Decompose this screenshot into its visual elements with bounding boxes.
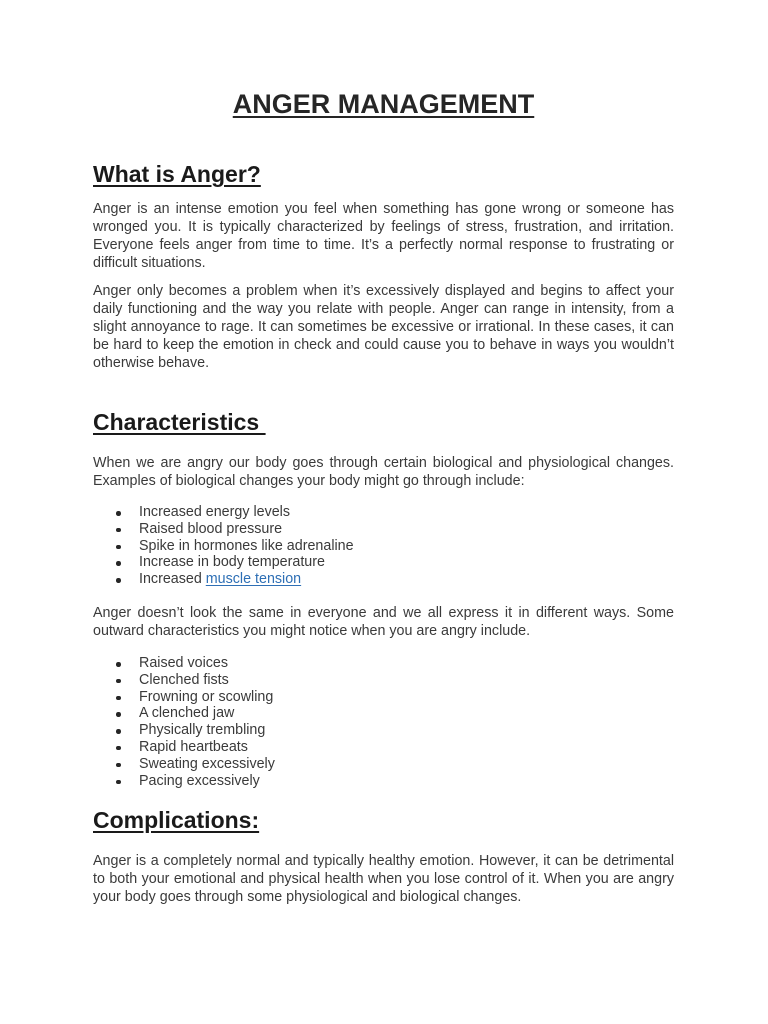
bullet-icon xyxy=(116,696,121,701)
paragraph-anger-problem: Anger only becomes a problem when it’s excessively displayed and begins to affect your daily functioning and the way you relate with people. Anger can range in intensity, from a slight annoyance to rage. It can sometimes be excessive or irrational. In these cases, it can be hard to keep the emotion in check and could cause you to behave in ways you wouldn’t otherwise behave. xyxy=(93,283,674,371)
bullet-icon xyxy=(116,729,121,734)
list-item: A clenched jaw xyxy=(93,705,674,722)
list-item: Physically trembling xyxy=(93,722,674,739)
paragraph-characteristics-intro: When we are angry our body goes through certain biological and physiological changes. Examples of biological changes your body might go through include: xyxy=(93,455,674,489)
paragraph-anger-definition: Anger is an intense emotion you feel when something has gone wrong or someone has wronged you. It is typically characterized by feelings of stress, frustration, and irritation. Everyone feels anger from time to time. It’s a perfectly normal response to frustrating or difficult situations. xyxy=(93,201,674,271)
paragraph-complications: Anger is a completely normal and typically healthy emotion. However, it can be detrimental to both your emotional and physical health when you lose control of it. When you are angry your body goes through some physiological and biological changes. xyxy=(93,853,674,905)
heading-what-is-anger: What is Anger? xyxy=(93,161,261,187)
bullet-icon xyxy=(116,679,121,684)
paragraph-outward-intro: Anger doesn’t look the same in everyone and we all express it in different ways. Some outward characteristics you might notice when you are angry include. xyxy=(93,605,674,639)
muscle-tension-link[interactable]: muscle tension xyxy=(205,571,302,588)
bullet-icon xyxy=(116,712,121,717)
bullet-icon xyxy=(116,545,121,550)
bullet-icon xyxy=(116,561,121,566)
list-item: Frowning or scowling xyxy=(93,689,674,706)
bullet-icon xyxy=(116,662,121,667)
list-item: Increase in body temperature xyxy=(93,554,674,571)
heading-complications: Complications: xyxy=(93,807,260,833)
bullet-icon xyxy=(116,528,121,533)
biological-changes-list xyxy=(93,504,674,588)
bullet-icon xyxy=(116,780,121,785)
list-item: Sweating excessively xyxy=(93,756,674,773)
bullet-icon xyxy=(116,763,121,768)
list-item: Raised voices xyxy=(93,655,674,672)
heading-characteristics: Characteristics xyxy=(93,409,266,435)
outward-signs-list xyxy=(93,655,674,789)
list-item: Spike in hormones like adrenaline xyxy=(93,538,674,555)
list-item: Increased energy levels xyxy=(93,504,674,521)
list-item: Pacing excessively xyxy=(93,773,674,790)
list-item: Clenched fists xyxy=(93,672,674,689)
document-title: ANGER MANAGEMENT xyxy=(232,89,535,119)
list-item: Increased muscle tension xyxy=(93,571,674,588)
bullet-icon xyxy=(116,746,121,751)
bullet-icon xyxy=(116,578,121,583)
list-item: Raised blood pressure xyxy=(93,521,674,538)
list-item: Rapid heartbeats xyxy=(93,739,674,756)
bullet-icon xyxy=(116,511,121,516)
